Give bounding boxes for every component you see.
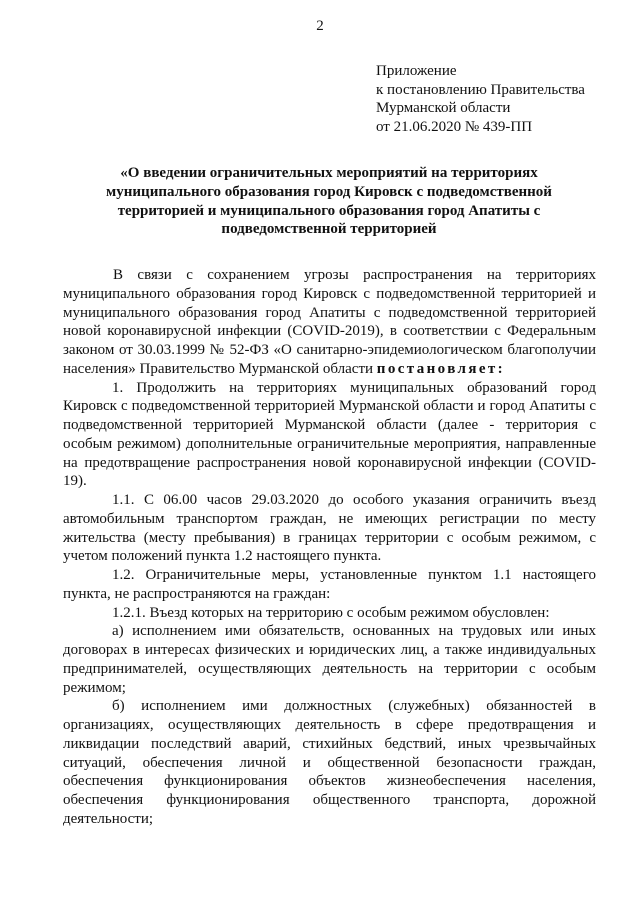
title-line: подведомственной территорией <box>221 221 437 238</box>
paragraph-a: а) исполнением ими обязательств, основанных на трудовых или иных договорах в интересах физических и юридических лиц, а также индивидуальных предпринимателей, осуществляющих деятельность на территории с особым режимом; <box>63 623 596 696</box>
paragraph-1-1: 1.1. С 06.00 часов 29.03.2020 до особого указания ограничить въезд автомобильным транспортом граждан, не имеющих регистрации по месту жительства (месту пребывания) в границах территории с особым режимом, с учетом положений пункта 1.2 настоящего пункта. <box>63 492 596 565</box>
appendix-line: к постановлению Правительства <box>376 81 585 98</box>
page-number: 2 <box>316 18 324 34</box>
appendix-line: Приложение <box>376 63 457 79</box>
paragraph-intro <box>63 266 596 379</box>
paragraph-1-2-1: 1.2.1. Въезд которых на территорию с особым режимом обусловлен: <box>112 604 550 621</box>
appendix-line: от 21.06.2020 № 439-ПП <box>376 118 533 135</box>
paragraph-1-2: 1.2. Ограничительные меры, установленные пунктом 1.1 настоящего пункта, не распространяются на граждан: <box>63 567 596 602</box>
paragraph-1: 1. Продолжить на территориях муниципальных образований город Кировск с подведомственной территорией Мурманской области и город Апатиты с подведомственной территорией Мурманской области (далее - территория с особым режимом) дополнительные ограничительные мероприятия, направленные на предотвращение распространения новой коронавирусной инфекции (COVID-19). <box>63 379 596 490</box>
title-line: территорией и муниципального образования город Апатиты с <box>117 202 541 219</box>
document-body <box>63 266 596 829</box>
appendix-block <box>376 62 585 136</box>
appendix-line: Мурманской области <box>376 100 511 117</box>
title-line: «О введении ограничительных мероприятий на территориях <box>120 165 538 181</box>
document-title <box>64 164 594 239</box>
paragraph-b: б) исполнением ими должностных (служебных) обязанностей в организациях, осуществляющих деятельность в сфере предотвращения и ликвидации последствий аварий, стихийных бедствий, иных чрезвычайных ситуаций, обеспечения личной и общественной безопасности граждан, обеспечения функционирования объектов жизнеобеспечения населения, обеспечения функционирования общественного транспорта, дорожной деятельности; <box>63 698 596 827</box>
title-line: муниципального образования город Кировск с подведомственной <box>106 183 552 200</box>
intro-text: В связи с сохранением угрозы распространения на территориях муниципального образования город Кировск с подведомственной территорией и муниципального образования город Апатиты с подведомственной территорией новой коронавирусной инфекции (COVID-2019), в соответствии с Федеральным законом от 30.03.1999 № 52-ФЗ «О санитарно-эпидемиологическом благополучии населения» Правительство Мурманской области <box>63 267 596 377</box>
decree-word: постановляет: <box>376 360 506 377</box>
